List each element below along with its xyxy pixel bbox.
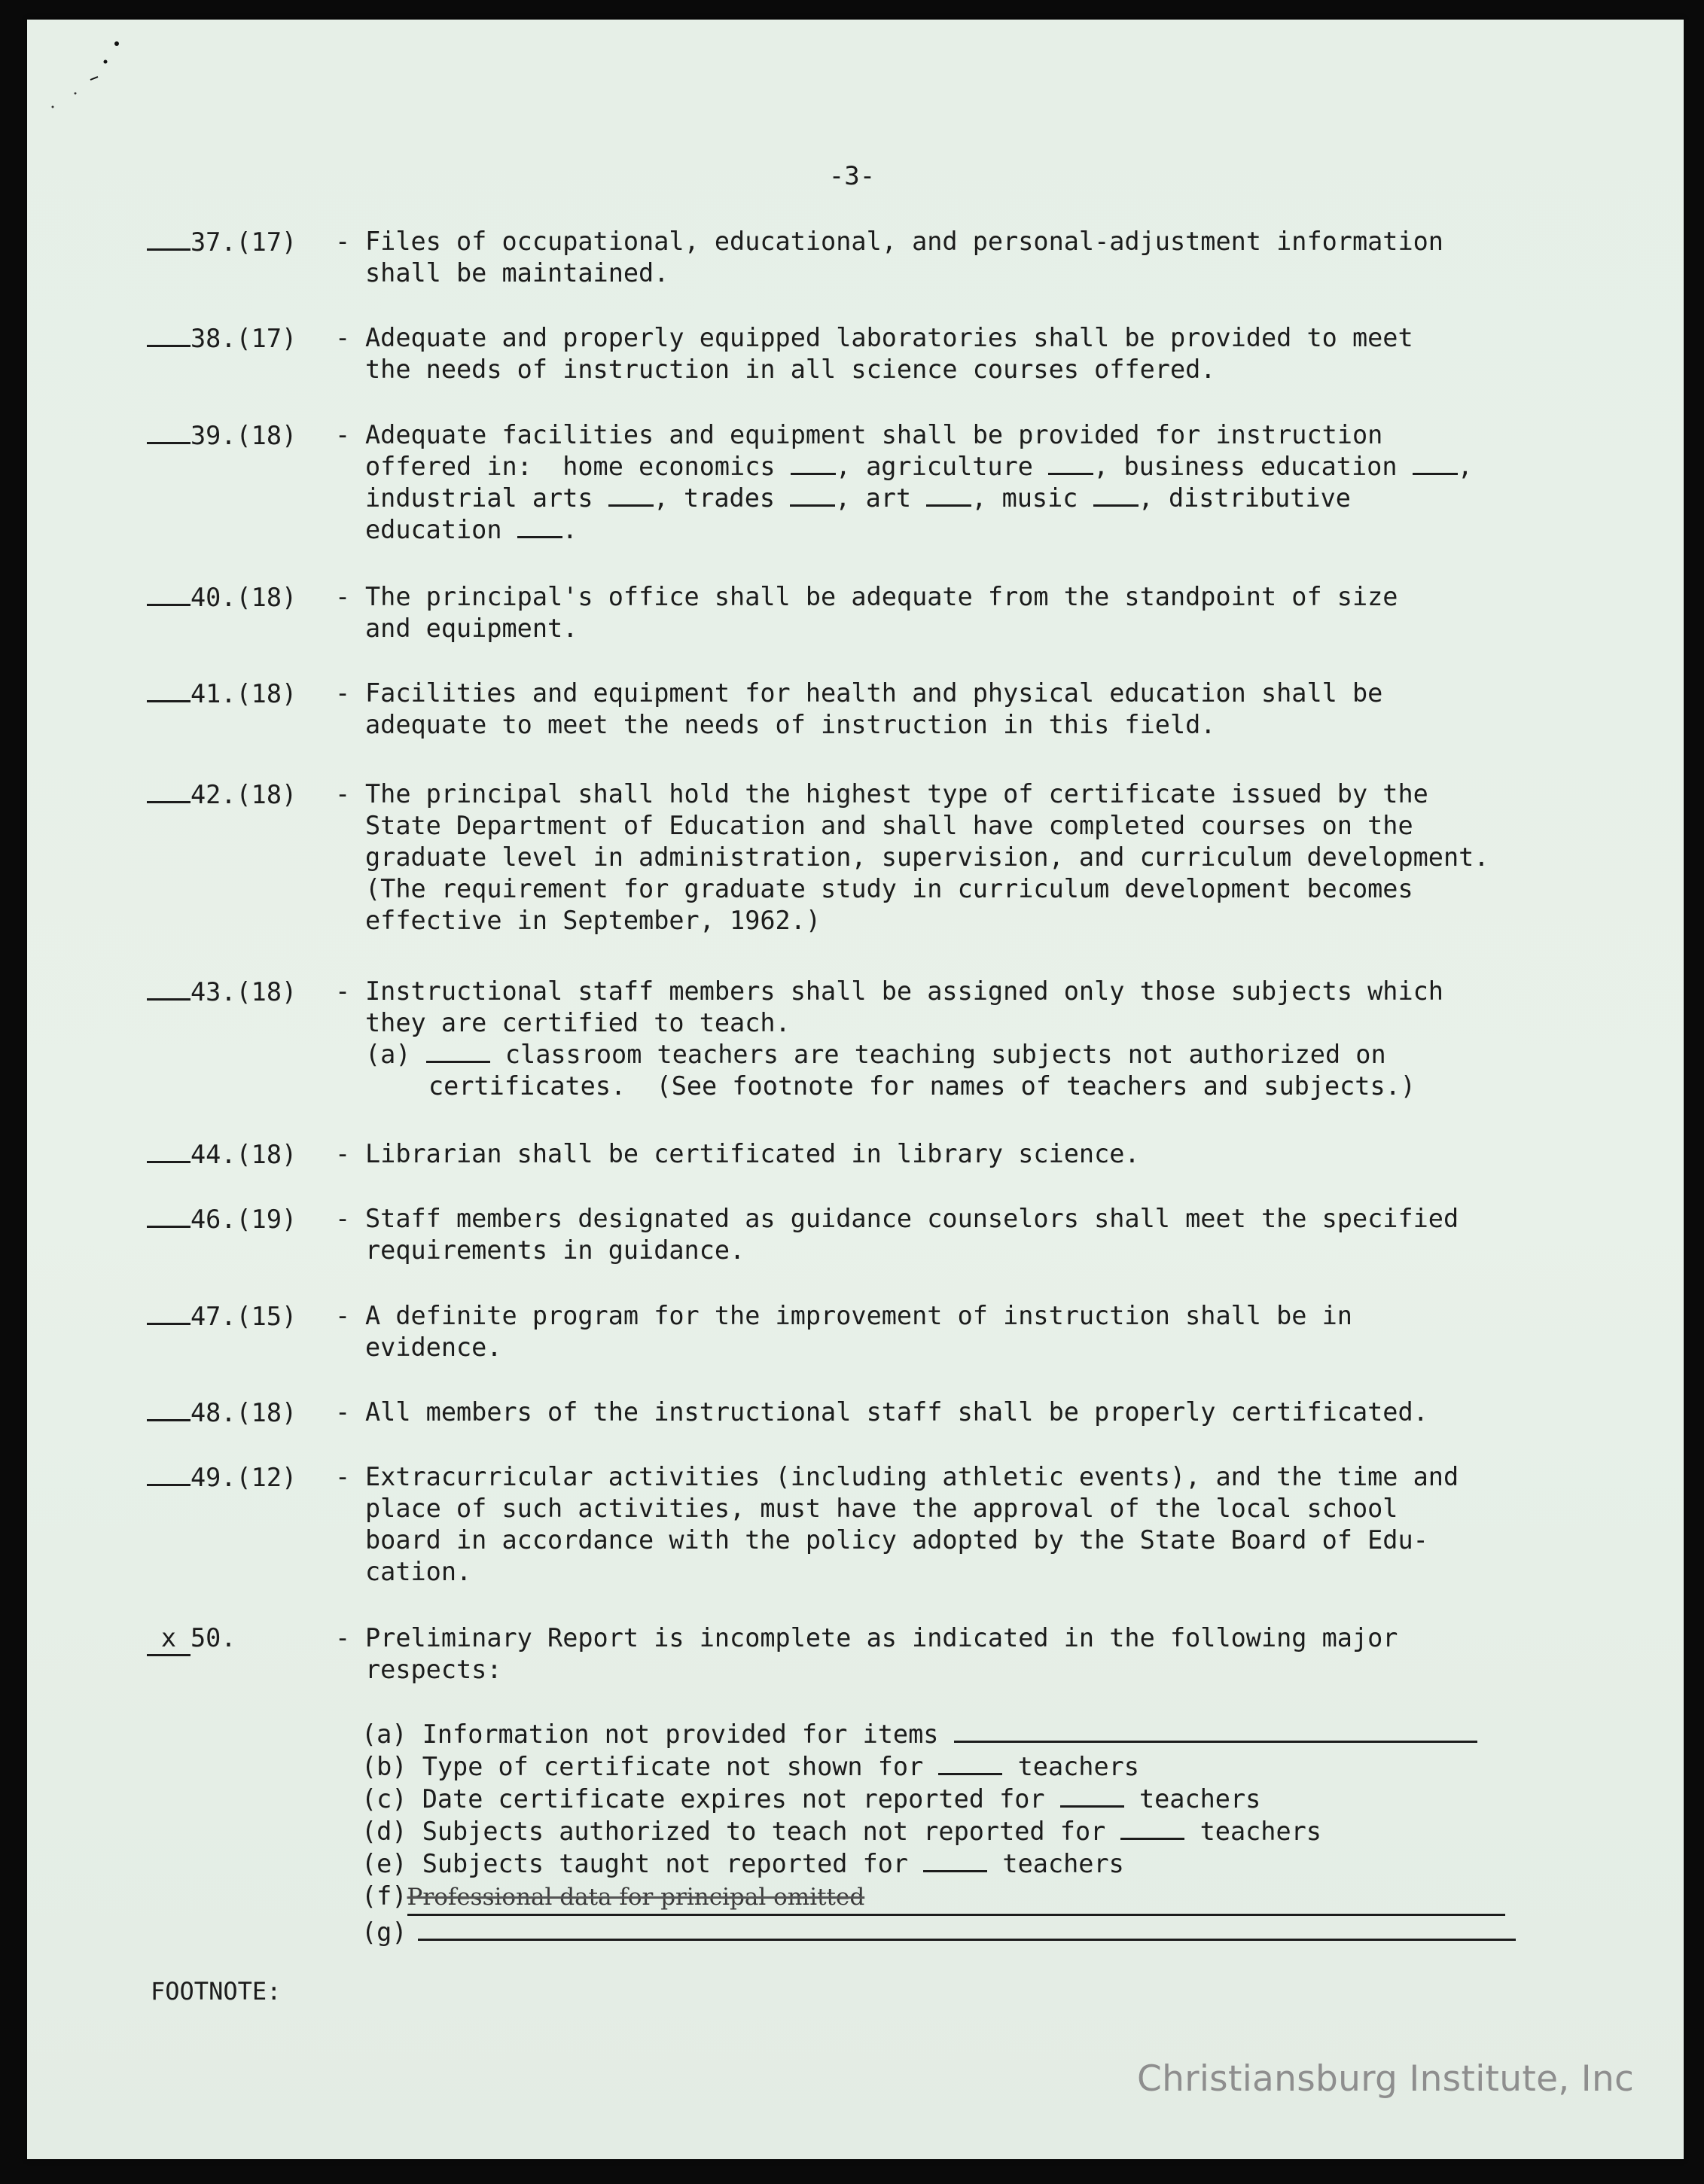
item-blank [147, 322, 191, 347]
item-blank [147, 1461, 191, 1486]
report-item-b: (b) Type of certificate not shown for teachers [361, 1752, 1139, 1781]
report-item-e: (e) Subjects taught not reported for teachers [361, 1849, 1124, 1878]
watermark: Christiansburg Institute, Inc [1137, 2058, 1635, 2100]
handwritten-note: Professional data for principal omitted [407, 1884, 865, 1911]
teacher-count-blank [426, 1040, 490, 1063]
teacher-count-blank [923, 1849, 987, 1872]
item-blank [147, 1138, 191, 1163]
item-blank [147, 581, 191, 606]
report-item-a: (a) Information not provided for items [361, 1718, 1516, 1750]
items-blank [954, 1719, 1477, 1743]
report-item-c: (c) Date certificate expires not reported for teachers [361, 1784, 1261, 1814]
item-blank [147, 419, 191, 444]
item-blank [147, 1203, 191, 1228]
trades-blank [790, 483, 835, 507]
teacher-count-blank [1060, 1784, 1124, 1808]
item-blank [147, 778, 191, 803]
teacher-count-blank [938, 1752, 1002, 1775]
footnote-label: FOOTNOTE: [151, 1977, 282, 2006]
distributive-education-blank [517, 515, 562, 538]
item-blank [147, 1300, 191, 1325]
check-mark: x [147, 1622, 191, 1656]
report-item-f: (f)Professional data for principal omitted [361, 1880, 1516, 1916]
item-blank [147, 976, 191, 1001]
item-blank [147, 1397, 191, 1421]
report-item-g: (g) [361, 1916, 1516, 1948]
page-number: -3- [828, 161, 876, 191]
industrial-arts-blank [608, 483, 654, 507]
teacher-count-blank [1120, 1817, 1184, 1840]
music-blank [1093, 483, 1139, 507]
art-blank [926, 483, 971, 507]
item-blank [147, 226, 191, 251]
report-item-d: (d) Subjects authorized to teach not reported for teachers [361, 1817, 1321, 1846]
home-economics-blank [791, 452, 836, 475]
other-blank [418, 1916, 1516, 1941]
incomplete-report-list [361, 1718, 1516, 1948]
item-blank [147, 678, 191, 702]
business-education-blank [1413, 452, 1458, 475]
paper-specks-decoration [45, 30, 136, 120]
agriculture-blank [1048, 452, 1093, 475]
